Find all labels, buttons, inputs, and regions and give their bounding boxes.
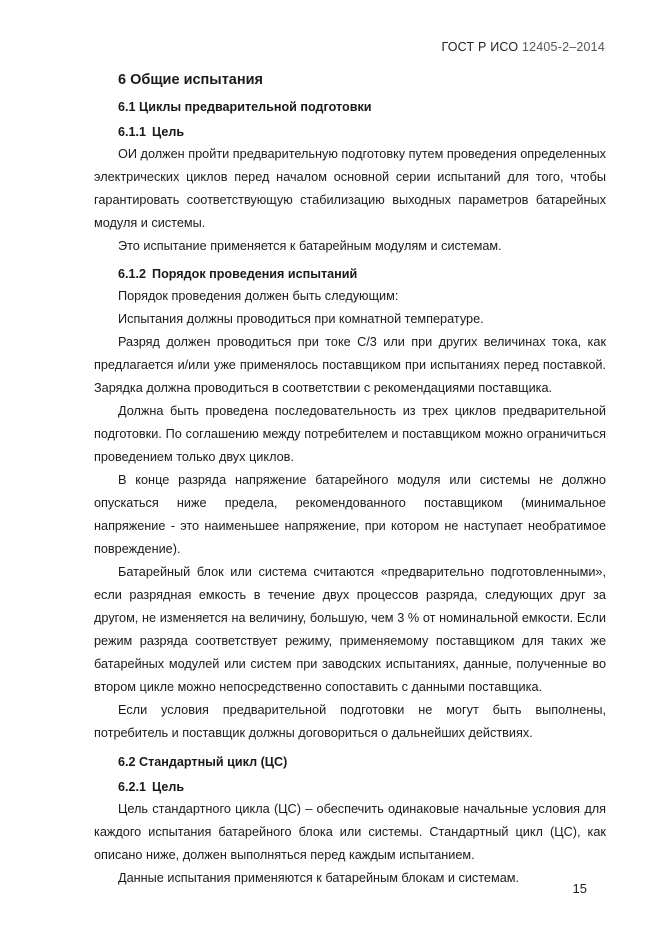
- paragraph: Разряд должен проводиться при токе С/3 или при других величинах тока, как предлагается и/или уже применялось поставщиком при испытаниях перед поставкой. Зарядка должна проводиться в соответствии с рекомендациями поставщика.: [94, 335, 606, 395]
- paragraph: В конце разряда напряжение батарейного модуля или системы не должно опускаться ниже предела, рекомендованного поставщиком (минимальное напряжение - это наименьшее напряжение, при котором не наступает необратимое повреждение).: [94, 473, 606, 556]
- paragraph: Цель стандартного цикла (ЦС) – обеспечить одинаковые начальные условия для каждого испытания батарейного блока или системы. Стандартный цикл (ЦС), как описано ниже, должен выполняться перед каждым испытанием.: [94, 802, 606, 862]
- paragraph: ОИ должен пройти предварительную подготовку путем проведения определенных электрических циклов перед началом основной серии испытаний для того, чтобы гарантировать соответствующую стабилизацию выходных параметров батарейных модуля и системы.: [94, 147, 606, 230]
- section-6-1-heading: 6.1 Циклы предварительной подготовки: [118, 100, 372, 114]
- section-6-2-1-heading: [118, 778, 606, 796]
- section-number: 6.1.1: [118, 125, 147, 139]
- section-number: 6.2.1: [118, 780, 147, 794]
- paragraph: Испытания должны проводиться при комнатной температуре.: [118, 312, 484, 326]
- paragraph: Должна быть проведена последовательность из трех циклов предварительной подготовки. По соглашению между потребителем и поставщиком можно ограничиться проведением только двух циклов.: [94, 404, 606, 464]
- section-6-1-1-heading: [118, 123, 606, 141]
- paragraph: Данные испытания применяются к батарейным блокам и системам.: [118, 871, 520, 885]
- section-6-2-heading: 6.2 Стандартный цикл (ЦС): [118, 755, 288, 769]
- section-6-1-2-heading: [118, 265, 606, 283]
- page-number: 15: [572, 881, 587, 896]
- paragraph: Порядок проведения должен быть следующим:: [118, 289, 399, 303]
- section-title: Цель: [152, 125, 185, 139]
- standard-number: 12405-2–2014: [521, 40, 605, 54]
- document-body: [94, 70, 606, 890]
- section-title: Порядок проведения испытаний: [152, 267, 358, 281]
- paragraph: Если условия предварительной подготовки не могут быть выполнены, потребитель и поставщик должны договориться о дальнейших действиях.: [94, 703, 606, 740]
- paragraph: Это испытание применяется к батарейным модулям и системам.: [118, 239, 502, 253]
- standard-label: ГОСТ Р ИСО: [441, 40, 519, 54]
- section-title: Цель: [152, 780, 185, 794]
- section-number: 6.1.2: [118, 267, 147, 281]
- paragraph: Батарейный блок или система считаются «предварительно подготовленными», если разрядная емкость в течение двух процессов разряда, следующих друг за другом, не изменяется на величину, большую, чем 3 % от номинальной емкости. Если режим разряда соответствует режиму, применяемому поставщиком для таких же батарейных модулей или систем при заводских испытаниях, данные, полученные во втором цикле можно непосредственно сопоставить с данными поставщика.: [94, 565, 606, 694]
- section-6-heading: 6 Общие испытания: [118, 72, 263, 88]
- page-header: [441, 40, 605, 54]
